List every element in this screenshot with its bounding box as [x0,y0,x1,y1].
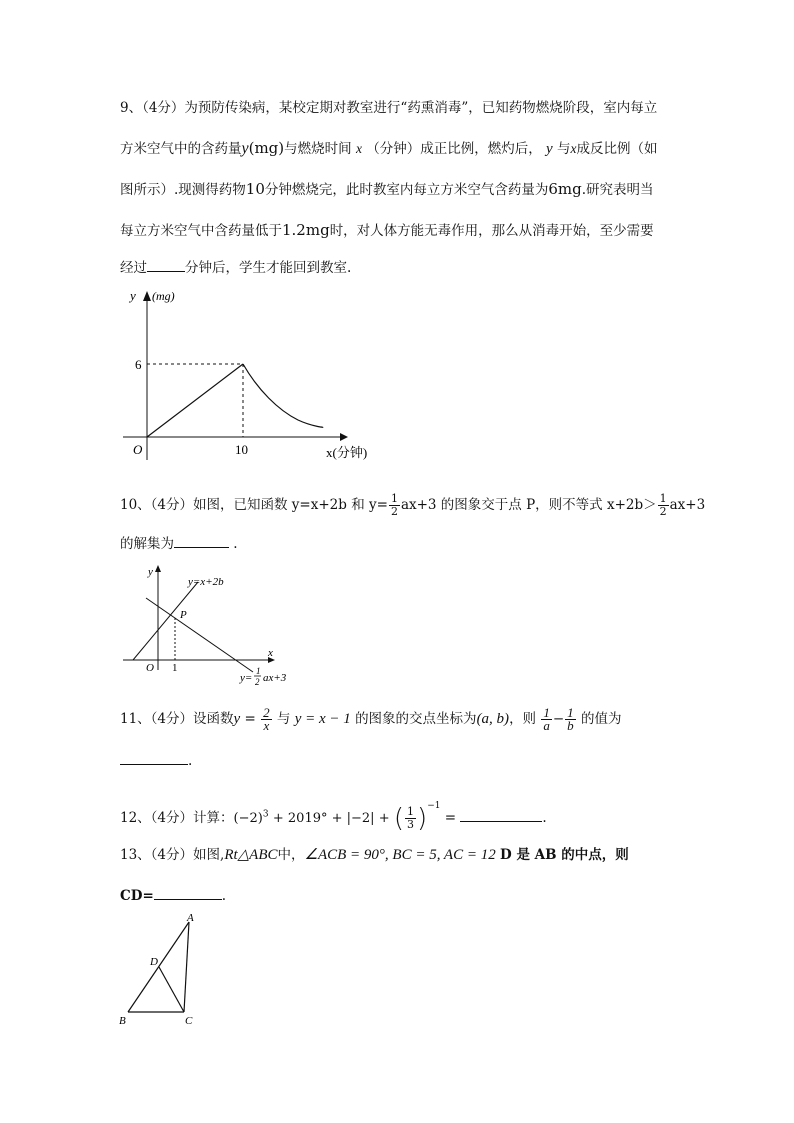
q10-line2-label-a: y= [240,672,253,684]
q9-y-unit: (mg) [152,289,175,303]
q13-side-ac [184,922,189,1012]
q10-line-2: 的解集为 . [120,533,238,555]
q9-x-label: x(分钟) [326,445,368,460]
q11-frac-1-over-a: $\frac{1}{a}$ [543,705,550,733]
q9-line-4: 每立方米空气中含药量低于1.2mg时，对人体方能无毒作用，那么从消毒开始，至少需要 [120,221,654,239]
q12-answer-blank[interactable] [460,807,542,822]
q10-line2-label-b: ax+3 [263,672,287,684]
q10-line-x-plus-2b [133,582,198,660]
q10-line1-label: y=x+2b [188,576,224,588]
q9-line-3: 图所示）.现测得药物10分钟燃烧完，此时教室内每立方米空气含药量为6mg.研究表明当 [120,180,654,198]
q11-frac-2-over-x: $\frac{2}{x}$ [263,705,270,733]
q13-median-cd [159,967,184,1012]
q10-frac-1: $\frac{1}{2}$ [390,492,398,518]
q12-line-1: 12、（4分）计算：$(-2)^3 + 2019^\circ + |-2|$ + ( $\frac{1}{3}$ )$^{-1}$ = . [120,801,547,834]
q10-line-half-ax-plus-3 [146,598,253,672]
q11-line-1: 11、（4分）设函数y = $\frac{2}{x}$ 与 y = x − 1 的图象的交点坐标为(a, b)，则 $\frac{1}{a}$ − $\frac{1}{b}$ 的值为 [120,705,622,733]
q9-linear-segment [147,364,243,437]
q10-line2-frac-num: 1 [256,666,261,676]
q11-line-2: . [120,750,192,772]
q11-answer-blank[interactable] [120,750,188,765]
q10-x-tick: 1 [172,662,178,674]
q10-line-1: 10、（4分）如图，已知函数 y=x+2b 和 y= $\frac{1}{2}$ ax+3 的图象交于点 P，则不等式 x+2b＞ $\frac{1}{2}$ ax+3 [120,492,706,518]
q10-answer-blank[interactable] [174,533,229,548]
q13-side-ab [128,922,189,1012]
q10-x-label: x [268,647,273,659]
q9-x-tick: 10 [235,442,248,457]
q13-line-1: 13、（4分）如图,Rt△ABC中，∠ACB = 90°, BC = 5, AC = 12 D 是 AB 的中点，则 [120,847,629,863]
q9-y-tick: 6 [135,357,142,372]
q13-label-d: D [150,956,158,968]
q13-label-b: B [119,1015,126,1027]
q13-answer-blank[interactable] [154,885,222,900]
q13-label-a: A [187,912,194,924]
q10-origin: O [146,662,154,674]
q13-label-c: C [185,1015,193,1027]
q9-line-1: 9、（4分）为预防传染病，某校定期对教室进行“药熏消毒”，已知药物燃烧阶段，室内每立 [120,100,658,116]
q10-y-label: y [148,566,153,578]
q9-origin: O [133,442,143,457]
q13-line-2: CD= . [120,885,226,907]
q9-y-label: y [130,288,136,303]
q13-triangle-figure [112,912,212,1030]
q9-graph [118,285,388,465]
q9-answer-blank[interactable] [147,257,185,272]
q10-graph [118,560,308,690]
q10-point-label: P [180,609,187,621]
q10-frac-2: $\frac{1}{2}$ [659,492,667,518]
q9-line-2: 方米空气中的含药量y(mg)与燃烧时间 x （分钟）成正比例，燃灼后， y 与x成反比例（如 [120,139,658,157]
q11-frac-1-over-b: $\frac{1}{b}$ [567,705,574,733]
q12-frac-1-over-3: $\frac{1}{3}$ [407,805,415,831]
q9-line-5: 经过 分钟后，学生才能回到教室. [120,257,351,279]
q9-inverse-curve [243,364,323,427]
q10-line2-frac-den: 2 [255,677,260,687]
